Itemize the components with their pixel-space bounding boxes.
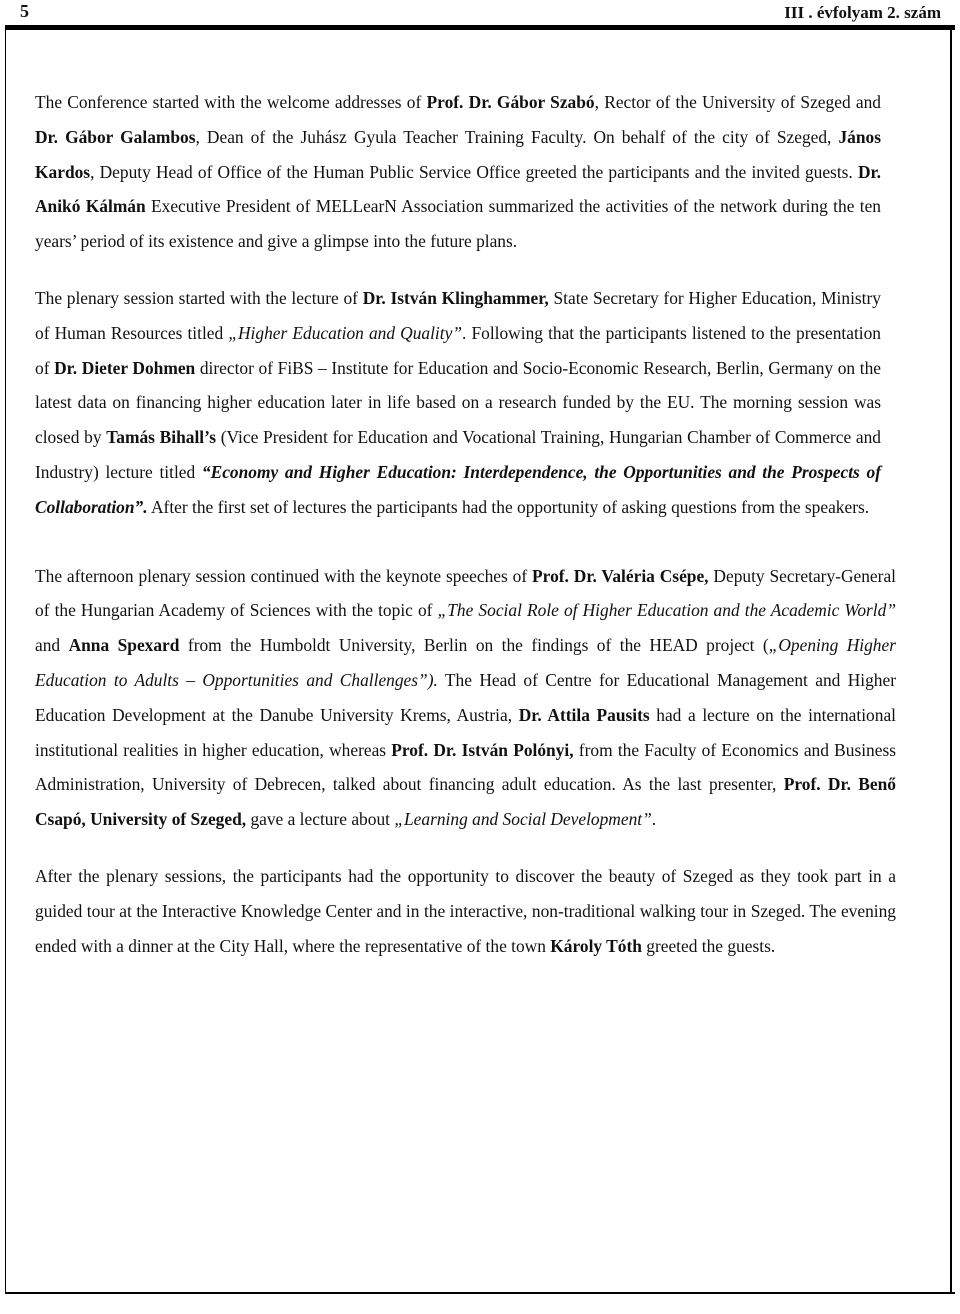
article-body — [35, 85, 897, 963]
title-italic: „Learning and Social Development” — [394, 809, 652, 830]
paragraph-gap — [35, 525, 881, 559]
name-highlight: János Kardos — [35, 126, 881, 182]
text-run: director of FiBS – Institute for Education and Socio-Economic Research, Berlin, Germany on the latest data on financing higher education later in life based on a research funded by the EU. The morning session was closed by — [35, 357, 881, 448]
title-italic: „Opening Higher Education to Adults – Opportunities and Challenges”). — [35, 635, 896, 690]
paragraph-gap — [35, 259, 881, 281]
name-highlight: Prof. Dr. Gábor Szabó — [426, 92, 595, 112]
text-run: gave a lecture about — [246, 809, 395, 830]
footer-rule — [5, 1292, 955, 1294]
text-run: Executive President of MELLearN Association summarized the activities of the network during the ten years’ period of its existence and give a glimpse into the future plans. — [35, 196, 881, 252]
name-highlight: Dr. Gábor Galambos — [35, 126, 196, 147]
name-highlight: Dr. Dieter Dohmen — [54, 357, 196, 378]
text-run: (Vice President for Education and Vocational Training, Hungarian Chamber of Commerce and Industry) lecture titled — [35, 427, 881, 482]
text-run: After the plenary sessions, the participants had the opportunity to discover the beauty of Szeged as they took part in a guided tour at the Interactive Knowledge Center and in the interactive, non-traditional walking tour in Szeged. The evening ended with a dinner at the City Hall, where the representative of the town — [35, 865, 896, 956]
text-run: , Deputy Head of Office of the Human Public Service Office greeted the participants and the invited guests. — [90, 161, 858, 182]
text-run: greeted the guests. — [641, 935, 776, 956]
paragraph — [35, 85, 881, 259]
name-highlight: Dr. Anikó Kálmán — [35, 161, 881, 217]
text-run: The Head of Centre for Educational Management and Higher Education Development at the Danube University Krems, Austria, — [35, 669, 897, 725]
text-run: , Rector of the University of Szeged and — [594, 92, 881, 112]
emphasis-text: “Economy and Higher Education: Interdependence, the Opportunities and the Prospects of Collaboration”. — [35, 461, 881, 517]
title-italic: „The Social Role of Higher Education and the Academic World” — [437, 600, 896, 621]
text-run: . Following that the participants listened to the presentation of — [35, 322, 882, 378]
text-run: After the first set of lectures the participants had the opportunity of asking questions from the speakers. — [147, 496, 870, 517]
text-run: The plenary session started with the lecture of — [35, 287, 363, 308]
name-highlight: Prof. Dr. István Polónyi, — [391, 739, 574, 760]
text-run: State Secretary for Higher Education, Ministry of Human Resources titled — [35, 287, 881, 343]
text-run: The Conference started with the welcome addresses of — [35, 92, 427, 112]
text-run: The afternoon plenary session continued with the keynote speeches of — [35, 565, 533, 586]
name-highlight: Dr. Attila Pausits — [518, 704, 650, 725]
text-run: and — [35, 635, 69, 656]
text-run: from the Faculty of Economics and Business Administration, University of Debrecen, talked about financing adult education. As the last presenter, — [35, 739, 896, 795]
name-highlight: Károly Tóth — [550, 935, 642, 956]
page-header — [14, 0, 946, 26]
text-run: Deputy Secretary-General of the Hungarian Academy of Sciences with the topic of — [35, 565, 896, 621]
paragraph — [35, 559, 896, 837]
text-run: . — [651, 809, 657, 830]
name-highlight: Prof. Dr. Valéria Csépe, — [532, 565, 709, 586]
page-number: 5 — [20, 1, 29, 21]
paragraph — [35, 281, 881, 525]
paragraph — [35, 859, 896, 963]
text-run: had a lecture on the international institutional realities in higher education, whereas — [35, 704, 896, 760]
title-italic: „Higher Education and Quality” — [228, 322, 462, 343]
text-run: , Dean of the Juhász Gyula Teacher Training Faculty. On behalf of the city of Szeged, — [195, 126, 839, 147]
text-run: from the Humboldt University, Berlin on the findings of the HEAD project ( — [179, 635, 769, 656]
paragraph-gap — [35, 837, 881, 859]
name-highlight: Anna Spexard — [68, 635, 180, 656]
name-highlight: Dr. István Klinghammer, — [362, 287, 549, 308]
name-highlight: Prof. Dr. Benő Csapó, University of Szeged, — [35, 774, 896, 830]
name-highlight: Tamás Bihall’s — [106, 427, 217, 448]
issue-label: III . évfolyam 2. szám — [784, 3, 941, 22]
